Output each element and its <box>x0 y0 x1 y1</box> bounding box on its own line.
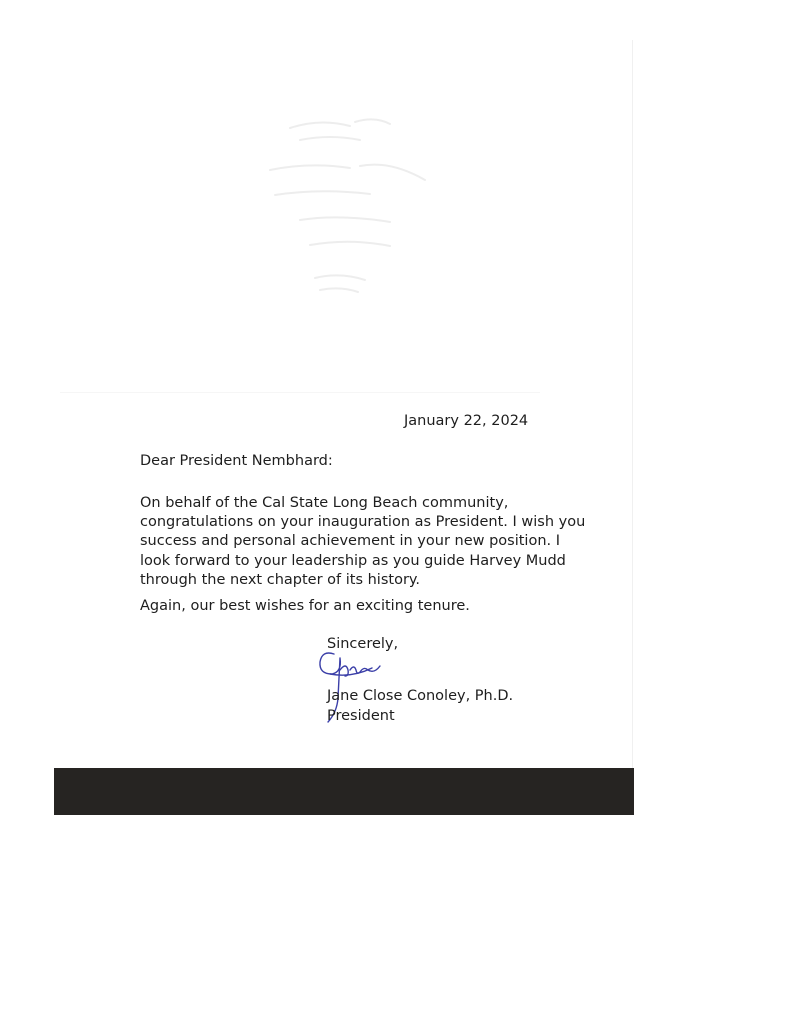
redaction-bar <box>54 768 634 815</box>
embossed-seal <box>240 100 440 310</box>
body-line: congratulations on your inauguration as President. I wish you <box>140 514 586 531</box>
salutation: Dear President Nembhard: <box>140 453 333 469</box>
body-paragraph <box>140 494 610 590</box>
signer-name: Jane Close Conoley, Ph.D. <box>327 688 514 704</box>
closing-paragraph: Again, our best wishes for an exciting tenure. <box>140 598 470 614</box>
body-line: through the next chapter of its history. <box>140 571 421 588</box>
page-edge <box>632 40 633 790</box>
letter-date: January 22, 2024 <box>404 413 529 429</box>
body-line: On behalf of the Cal State Long Beach community, <box>140 495 509 511</box>
embossed-rule <box>60 392 540 393</box>
body-line: look forward to your leadership as you guide Harvey Mudd <box>140 552 566 569</box>
body-line: success and personal achievement in your new position. I <box>140 533 561 550</box>
signer-title: President <box>327 708 395 724</box>
signoff: Sincerely, <box>327 636 399 652</box>
